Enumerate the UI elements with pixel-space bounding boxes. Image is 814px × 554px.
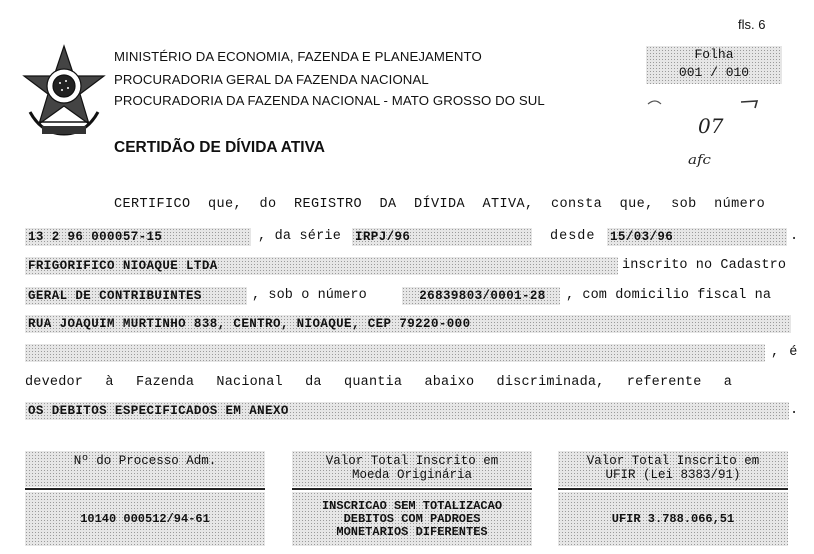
ufir-value-cell: UFIR 3.788.066,51 xyxy=(558,492,788,546)
handwritten-initials: ᵃᶠᶜ xyxy=(688,150,712,178)
original-currency-header: Valor Total Inscrito em Moeda Originária xyxy=(292,451,532,487)
handwritten-number: 07 xyxy=(698,114,724,138)
brazil-coat-of-arms-emblem xyxy=(22,42,106,140)
comma-e: , é xyxy=(771,345,799,360)
cgc-label: GERAL DE CONTRIBUINTES xyxy=(25,287,247,305)
folha-box xyxy=(646,46,782,84)
process-number-header: Nº do Processo Adm. xyxy=(25,451,265,487)
period-2: . xyxy=(790,403,800,418)
table-rule-2 xyxy=(292,488,532,490)
address-continuation-blank xyxy=(25,344,765,362)
since-date: 15/03/96 xyxy=(607,228,787,246)
cadastro-label: inscrito no Cadastro xyxy=(622,258,787,273)
debtor-name: FRIGORIFICO NIOAQUE LTDA xyxy=(25,257,618,275)
folha-label: Folha xyxy=(694,47,734,62)
original-currency-cell: INSCRICAO SEM TOTALIZACAO DEBITOS COM PADROES MONETARIOS DIFERENTES xyxy=(292,492,532,546)
number-label: , sob o número xyxy=(252,288,367,303)
header-procuradoria-geral: PROCURADORIA GERAL DA FAZENDA NACIONAL xyxy=(114,72,429,87)
folha-value: 001 / 010 xyxy=(678,65,750,80)
series-label: , da série xyxy=(258,229,342,244)
certifico-line: CERTIFICO que, do REGISTRO DA DÍVIDA ATIVA, consta que, sob número xyxy=(114,197,766,212)
header-ministry: MINISTÉRIO DA ECONOMIA, FAZENDA E PLANEJAMENTO xyxy=(114,49,482,64)
since-label: desde xyxy=(550,229,596,244)
page-number: fls. 6 xyxy=(738,17,766,32)
ufir-header: Valor Total Inscrito em UFIR (Lei 8383/91) xyxy=(558,451,788,487)
table-rule-1 xyxy=(25,488,265,490)
domicile-label: , com domicilio fiscal na xyxy=(566,288,772,303)
document-title: CERTIDÃO DE DÍVIDA ATIVA xyxy=(114,139,325,156)
debt-number: 13 2 96 000057-15 xyxy=(25,228,251,246)
header-procuradoria-ms: PROCURADORIA DA FAZENDA NACIONAL - MATO GROSSO DO SUL xyxy=(114,93,545,108)
cgc-number: 26839803/0001-28 xyxy=(402,287,560,305)
devedor-line: devedor à Fazenda Nacional da quantia abaixo discriminada, referente a xyxy=(25,375,733,390)
series-value: IRPJ/96 xyxy=(352,228,532,246)
debt-reference: OS DEBITOS ESPECIFICADOS EM ANEXO xyxy=(25,402,789,420)
process-number-cell: 10140 000512/94-61 xyxy=(25,492,265,546)
fiscal-address: RUA JOAQUIM MURTINHO 838, CENTRO, NIOAQUE, CEP 79220-000 xyxy=(25,315,791,333)
table-rule-3 xyxy=(558,488,788,490)
period-1: . xyxy=(790,229,800,244)
